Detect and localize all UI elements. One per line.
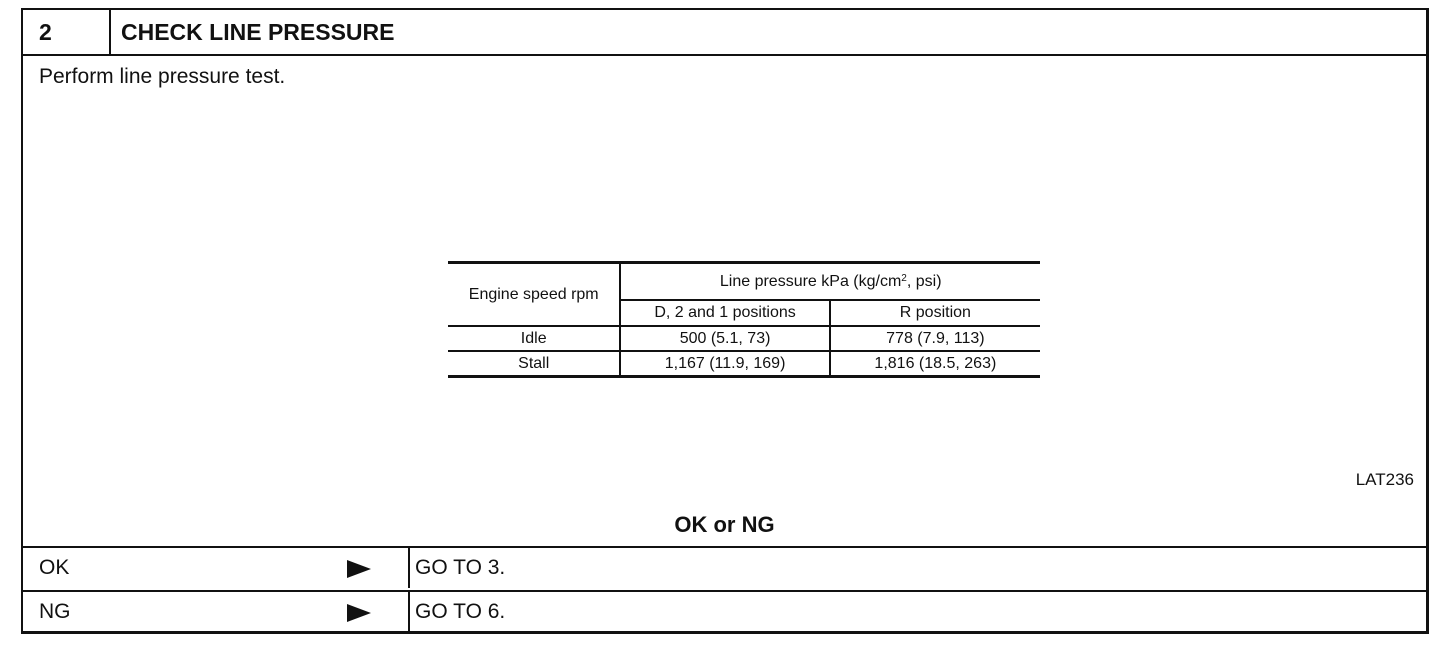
row-divider [408,592,410,632]
cell-idle-d: 500 (5.1, 73) [620,326,829,351]
procedure-frame [21,8,1429,634]
step-instruction: Perform line pressure test. [39,65,286,88]
row-label-idle: Idle [448,326,620,351]
group-header-sup: 2 [901,272,907,284]
table-row [448,351,1040,377]
line-pressure-table [448,261,1040,378]
result-row-ng [23,590,1426,632]
figure-label: LAT236 [1355,470,1414,489]
cell-stall-d: 1,167 (11.9, 169) [620,351,829,377]
step-header [23,10,1426,56]
column-header-d: D, 2 and 1 positions [620,300,829,326]
step-number: 2 [23,10,111,54]
cell-idle-r: 778 (7.9, 113) [830,326,1040,351]
step-title: CHECK LINE PRESSURE [121,19,395,45]
result-label-ok: OK [39,556,70,579]
decision-heading: OK or NG [674,512,775,537]
result-row-ok [23,546,1426,588]
group-header-main: Line pressure kPa (kg/cm [719,272,902,290]
row-label-stall: Stall [448,351,620,377]
column-header-r: R position [830,300,1040,326]
cell-stall-r: 1,816 (18.5, 263) [874,354,997,372]
right-arrow-icon [347,560,371,578]
table-row [448,326,1040,351]
row-header: Engine speed rpm [448,263,620,327]
result-label-ng: NG [39,600,71,623]
right-arrow-icon [347,604,371,622]
result-action-ng: GO TO 6. [415,600,506,623]
group-header-tail: , psi) [906,272,942,290]
group-header [620,263,1040,301]
row-divider [408,548,410,588]
result-action-ok: GO TO 3. [415,556,506,579]
